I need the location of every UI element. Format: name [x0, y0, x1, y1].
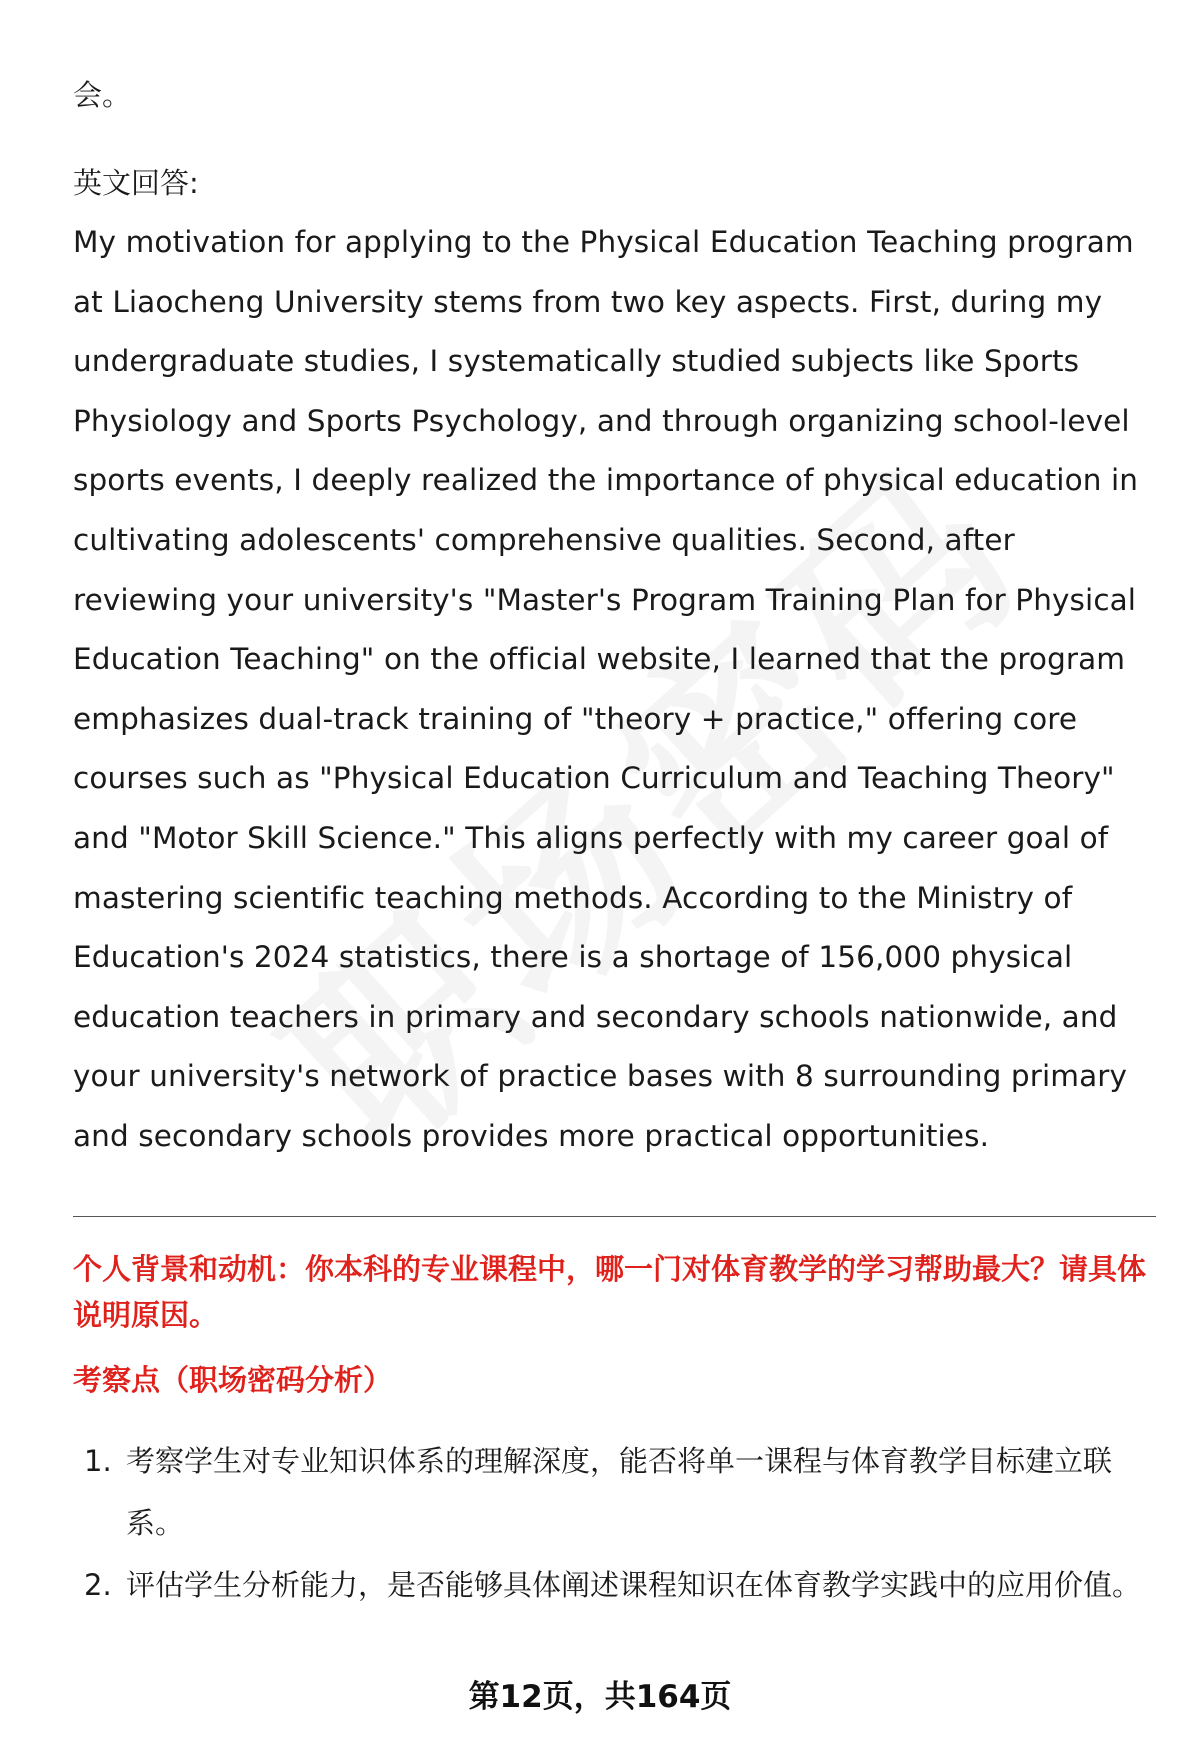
continuation-text: 会。	[73, 78, 132, 112]
page-footer: 第12页，共164页	[468, 1679, 732, 1715]
list-item	[73, 1554, 1153, 1616]
list-item	[73, 1430, 1153, 1554]
examination-points-list	[73, 1430, 1153, 1616]
list-item-number: 2.	[84, 1568, 112, 1602]
question-heading: 个人背景和动机：你本科的专业课程中，哪一门对体育教学的学习帮助最大？请具体说明原因。	[73, 1252, 1147, 1332]
english-answer-paragraph: My motivation for applying to the Physical Education Teaching program at Liaocheng University stems from two key aspects. First, during my undergraduate studies, I systematically studied subjects like Sports Physiology and Sports Psychology, and through organizing school-level sports events, I deeply realized the importance of physical education in cultivating adolescents' comprehensive qualities. Second, after reviewing your university's "Master's Program Training Plan for Physical Education Teaching" on the official website, I learned that the program emphasizes dual-track training of "theory + practice," offering core courses such as "Physical Education Curriculum and Teaching Theory" and "Motor Skill Science." This aligns perfectly with my career goal of mastering scientific teaching methods. According to the Ministry of Education's 2024 statistics, there is a shortage of 156,000 physical education teachers in primary and secondary schools nationwide, and your university's network of practice bases with 8 surrounding primary and secondary schools provides more practical opportunities.	[73, 225, 1139, 1153]
section-divider	[73, 1216, 1156, 1217]
answer-label: 英文回答:	[73, 166, 199, 200]
examination-points-heading: 考察点（职场密码分析）	[73, 1363, 393, 1397]
list-item-text: 评估学生分析能力，是否能够具体阐述课程知识在体育教学实践中的应用价值。	[126, 1568, 1142, 1602]
list-item-text: 考察学生对专业知识体系的理解深度，能否将单一课程与体育教学目标建立联系。	[126, 1444, 1113, 1540]
list-item-number: 1.	[84, 1444, 112, 1478]
